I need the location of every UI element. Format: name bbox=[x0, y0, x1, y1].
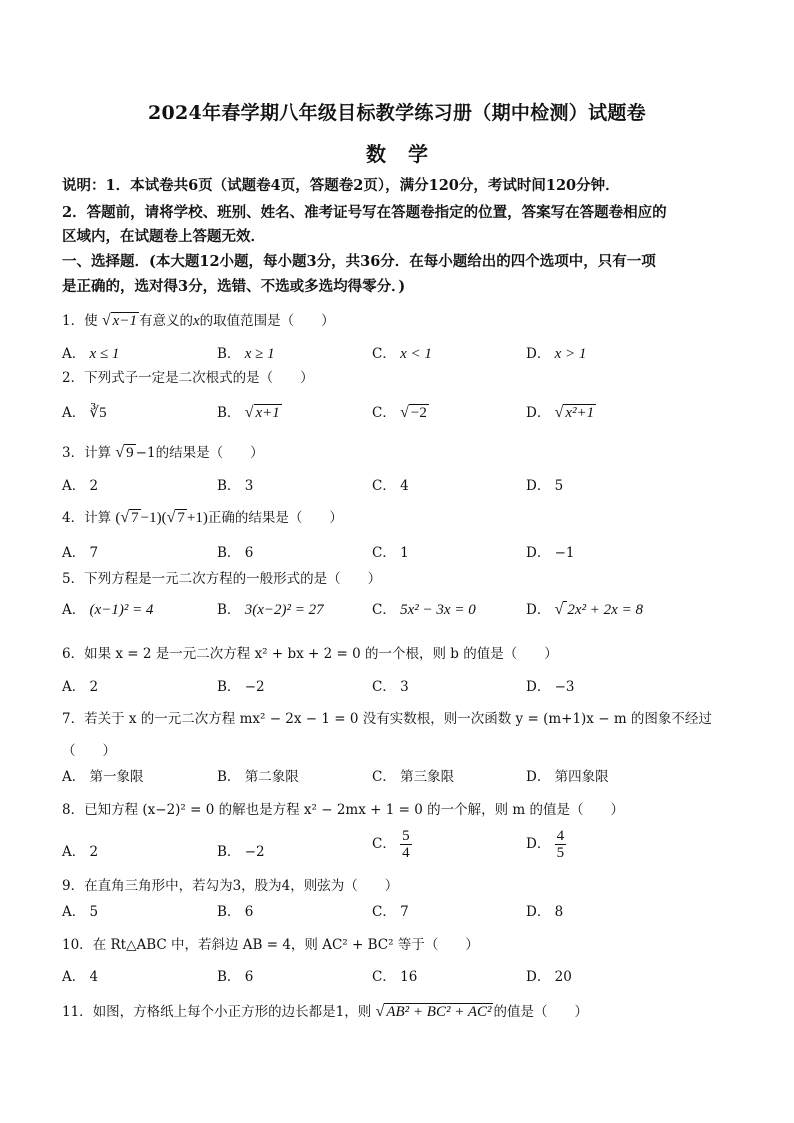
question-8 bbox=[62, 798, 624, 818]
option-label: A． bbox=[62, 904, 86, 920]
option-10-a[interactable] bbox=[62, 965, 98, 985]
option-label: D． bbox=[526, 969, 551, 985]
question-text: 如图，方格纸上每个小正方形的边长都是1，则 bbox=[92, 1004, 372, 1020]
option-label: D． bbox=[526, 769, 551, 785]
question-text: 计算 bbox=[84, 510, 112, 526]
question-text: 下列式子一定是二次根式的是（ ） bbox=[84, 370, 314, 386]
question-text: 已知方程 (x−2)² = 0 的解也是方程 x² − 2mx + 1 = 0 的一个解，则 m 的值是（ ） bbox=[84, 802, 624, 818]
question-number: 5． bbox=[62, 571, 85, 587]
option-6-d[interactable] bbox=[526, 675, 575, 695]
option-expression: 2x² + 2x = 8 bbox=[567, 602, 643, 618]
option-label: A． bbox=[62, 405, 86, 421]
question-number: 8． bbox=[62, 802, 85, 818]
question-number: 6． bbox=[62, 646, 85, 662]
option-4-c[interactable] bbox=[372, 541, 409, 561]
subject-title: 数学 bbox=[366, 142, 450, 166]
question-text: 有意义的 bbox=[138, 313, 193, 329]
question-number: 1． bbox=[62, 313, 85, 329]
option-6-b[interactable] bbox=[217, 675, 265, 695]
question-text: 如果 x = 2 是一元二次方程 x² + bx + 2 = 0 的一个根，则 b 的值是（ ） bbox=[84, 646, 558, 662]
option-8-a[interactable] bbox=[62, 840, 98, 860]
option-3-c[interactable] bbox=[372, 474, 409, 494]
option-7-a[interactable] bbox=[62, 765, 144, 785]
option-label: B． bbox=[217, 602, 241, 618]
option-text: 第一象限 bbox=[89, 769, 144, 785]
numerator: 4 bbox=[556, 828, 565, 844]
question-7-continuation: （ ） bbox=[62, 743, 116, 759]
question-11 bbox=[62, 1000, 588, 1021]
option-label: C． bbox=[372, 545, 396, 561]
option-1-a[interactable] bbox=[62, 342, 119, 363]
option-text: −3 bbox=[554, 679, 575, 695]
option-text: 第三象限 bbox=[400, 769, 455, 785]
option-10-d[interactable] bbox=[526, 965, 572, 985]
note-line-2: 2．答题前，请将学校、班别、姓名、准考证号写在答题卷指定的位置，答案写在答题卷相应的 bbox=[62, 204, 667, 221]
option-label: A． bbox=[62, 602, 86, 618]
option-label: D． bbox=[526, 904, 551, 920]
question-5 bbox=[62, 567, 381, 587]
question-4 bbox=[62, 506, 343, 527]
option-text: ∛5 bbox=[89, 405, 107, 421]
radicand: x−1 bbox=[112, 313, 137, 329]
option-7-b[interactable] bbox=[217, 765, 299, 785]
option-label: A． bbox=[62, 769, 86, 785]
option-label: B． bbox=[217, 545, 241, 561]
option-label: D． bbox=[526, 346, 551, 362]
option-6-c[interactable] bbox=[372, 675, 409, 695]
option-9-d[interactable] bbox=[526, 900, 563, 920]
option-label: A． bbox=[62, 545, 86, 561]
question-10 bbox=[62, 933, 479, 953]
option-text: 16 bbox=[400, 969, 418, 985]
option-text: 2 bbox=[89, 478, 99, 494]
fraction bbox=[400, 828, 412, 861]
option-5-a[interactable] bbox=[62, 598, 153, 619]
option-label: A． bbox=[62, 478, 86, 494]
option-text: 7 bbox=[400, 904, 409, 920]
section-heading-1: 一、选择题．(本大题12小题，每小题3分，共36分．在每小题给出的四个选项中，只有一项 bbox=[62, 253, 656, 270]
question-text: 使 bbox=[84, 313, 98, 329]
question-text: 的取值范围是（ ） bbox=[199, 313, 335, 329]
note-line-1: 说明：1．本试卷共6页（试题卷4页，答题卷2页），满分120分，考试时间120分钟． bbox=[62, 177, 620, 194]
option-label: C． bbox=[372, 969, 396, 985]
option-text: 6 bbox=[244, 904, 254, 920]
fraction bbox=[555, 828, 567, 861]
option-label: D． bbox=[526, 405, 551, 421]
option-2-a[interactable] bbox=[62, 401, 107, 422]
denominator: 4 bbox=[402, 845, 410, 861]
radicand: AB² + BC² + AC² bbox=[386, 1004, 492, 1020]
radicand: x+1 bbox=[255, 405, 280, 421]
expression: (√ 7 −1)(√ 7 +1) bbox=[115, 509, 208, 526]
option-5-c[interactable] bbox=[372, 598, 476, 619]
option-label: A． bbox=[62, 969, 86, 985]
option-label: C． bbox=[372, 836, 396, 852]
radical: √ AB² + BC² + AC² bbox=[375, 1003, 492, 1020]
numerator: 5 bbox=[402, 828, 410, 844]
option-3-d[interactable] bbox=[526, 474, 563, 494]
question-text: 下列方程是一元二次方程的一般形式的是（ ） bbox=[84, 571, 382, 587]
option-text: 3 bbox=[400, 679, 409, 695]
option-label: B． bbox=[217, 346, 241, 362]
radical: √ 9 bbox=[115, 444, 134, 461]
option-6-a[interactable] bbox=[62, 675, 98, 695]
option-9-b[interactable] bbox=[217, 900, 253, 920]
option-5-d[interactable] bbox=[526, 598, 643, 619]
option-label: D． bbox=[526, 679, 551, 695]
question-text: 的值是（ ） bbox=[493, 1004, 588, 1020]
option-8-d[interactable] bbox=[526, 828, 566, 861]
option-7-c[interactable] bbox=[372, 765, 454, 785]
option-8-c[interactable] bbox=[372, 828, 412, 861]
option-text: 2 bbox=[89, 679, 99, 695]
option-label: B． bbox=[217, 969, 241, 985]
question-number: 3． bbox=[62, 445, 85, 461]
option-4-b[interactable] bbox=[217, 541, 253, 561]
option-label: B． bbox=[217, 904, 241, 920]
question-text: 正确的结果是（ ） bbox=[207, 510, 343, 526]
note-line-3: 区域内，在试题卷上答题无效． bbox=[62, 228, 265, 245]
option-label: C． bbox=[372, 478, 396, 494]
question-number: 2． bbox=[62, 370, 85, 386]
option-8-b[interactable] bbox=[217, 840, 265, 860]
option-1-d[interactable] bbox=[526, 342, 586, 363]
option-text: (x−1)² = 4 bbox=[89, 602, 154, 618]
option-9-a[interactable] bbox=[62, 900, 98, 920]
option-label: A． bbox=[62, 844, 86, 860]
option-text: −2 bbox=[244, 679, 265, 695]
question-number: 7． bbox=[62, 711, 85, 727]
option-label: A． bbox=[62, 679, 86, 695]
option-label: C． bbox=[372, 602, 396, 618]
option-4-d[interactable] bbox=[526, 541, 575, 561]
option-text: 4 bbox=[89, 969, 99, 985]
option-text: 2 bbox=[89, 844, 99, 860]
option-9-c[interactable] bbox=[372, 900, 409, 920]
option-text: 1 bbox=[400, 545, 409, 561]
option-label: B． bbox=[217, 769, 241, 785]
question-text: 在 Rt△ABC 中，若斜边 AB = 4，则 AC² + BC² 等于（ ） bbox=[92, 937, 479, 953]
option-2-b[interactable] bbox=[217, 401, 282, 422]
option-label: B． bbox=[217, 679, 241, 695]
option-text: −2 bbox=[244, 844, 265, 860]
option-label: C． bbox=[372, 346, 396, 362]
option-2-d[interactable] bbox=[526, 401, 596, 422]
option-text: 20 bbox=[554, 969, 572, 985]
option-text: 第四象限 bbox=[554, 769, 609, 785]
option-4-a[interactable] bbox=[62, 541, 98, 561]
option-label: D． bbox=[526, 836, 551, 852]
option-label: C． bbox=[372, 769, 396, 785]
page-title: 2024年春学期八年级目标教学练习册（期中检测）试题卷 bbox=[148, 102, 646, 124]
option-label: D． bbox=[526, 478, 551, 494]
denominator: 5 bbox=[556, 845, 565, 861]
option-text: 5 bbox=[554, 478, 564, 494]
question-number: 9． bbox=[62, 878, 85, 894]
question-6 bbox=[62, 642, 558, 662]
question-text: −1的结果是（ ） bbox=[135, 445, 264, 461]
option-text: 6 bbox=[244, 969, 254, 985]
option-label: C． bbox=[372, 904, 396, 920]
option-label: D． bbox=[526, 602, 551, 618]
option-10-c[interactable] bbox=[372, 965, 417, 985]
option-text: 7 bbox=[89, 545, 99, 561]
option-text: 3(x−2)² = 27 bbox=[244, 602, 324, 618]
option-text: 8 bbox=[554, 904, 564, 920]
option-3-b[interactable] bbox=[217, 474, 253, 494]
option-1-b[interactable] bbox=[217, 342, 275, 363]
question-2 bbox=[62, 366, 314, 386]
option-text: 第二象限 bbox=[244, 769, 299, 785]
option-text: 3 bbox=[244, 478, 254, 494]
option-2-c[interactable] bbox=[372, 401, 429, 422]
question-text: 计算 bbox=[84, 445, 112, 461]
option-1-c[interactable] bbox=[372, 342, 432, 363]
question-number: 4． bbox=[62, 510, 85, 526]
radical: √ x−1 bbox=[101, 312, 137, 329]
radicand: −2 bbox=[410, 405, 427, 421]
question-number: 11． bbox=[62, 1004, 93, 1020]
option-label: B． bbox=[217, 844, 241, 860]
radical: √ −2 bbox=[400, 404, 427, 421]
section-heading-2: 是正确的，选对得3分，选错、不选或多选均得零分．) bbox=[62, 278, 406, 295]
radicand: x²+1 bbox=[565, 405, 595, 421]
question-text: 若关于 x 的一元二次方程 mx² − 2x − 1 = 0 没有实数根，则一次函数 y = (m+1)x − m 的图象不经过 bbox=[84, 711, 712, 727]
option-text: x ≤ 1 bbox=[89, 346, 120, 362]
variable: x bbox=[192, 313, 200, 329]
option-text: x ≥ 1 bbox=[244, 346, 275, 362]
option-label: D． bbox=[526, 545, 551, 561]
question-9 bbox=[62, 874, 398, 894]
option-label: B． bbox=[217, 405, 241, 421]
question-3 bbox=[62, 441, 264, 462]
option-text: 5x² − 3x = 0 bbox=[400, 602, 476, 618]
option-text: 4 bbox=[400, 478, 409, 494]
radical: √ x²+1 bbox=[554, 404, 595, 421]
option-text: 5 bbox=[89, 904, 99, 920]
question-text: 在直角三角形中，若勾为3，股为4，则弦为（ ） bbox=[84, 878, 399, 894]
option-text: √ 2x² + 2x = 8 bbox=[554, 601, 643, 618]
option-label: C． bbox=[372, 405, 396, 421]
option-10-b[interactable] bbox=[217, 965, 253, 985]
option-label: B． bbox=[217, 478, 241, 494]
option-label: C． bbox=[372, 679, 396, 695]
option-text: 6 bbox=[244, 545, 254, 561]
question-7 bbox=[62, 707, 712, 727]
question-1 bbox=[62, 309, 335, 330]
option-5-b[interactable] bbox=[217, 598, 324, 619]
option-text: −1 bbox=[554, 545, 575, 561]
radicand: 9 bbox=[126, 445, 134, 461]
option-text: x > 1 bbox=[554, 346, 587, 362]
option-7-d[interactable] bbox=[526, 765, 609, 785]
radical: √ x+1 bbox=[244, 404, 280, 421]
question-number: 10． bbox=[62, 937, 93, 953]
option-3-a[interactable] bbox=[62, 474, 98, 494]
option-text: x < 1 bbox=[400, 346, 432, 362]
option-label: A． bbox=[62, 346, 86, 362]
